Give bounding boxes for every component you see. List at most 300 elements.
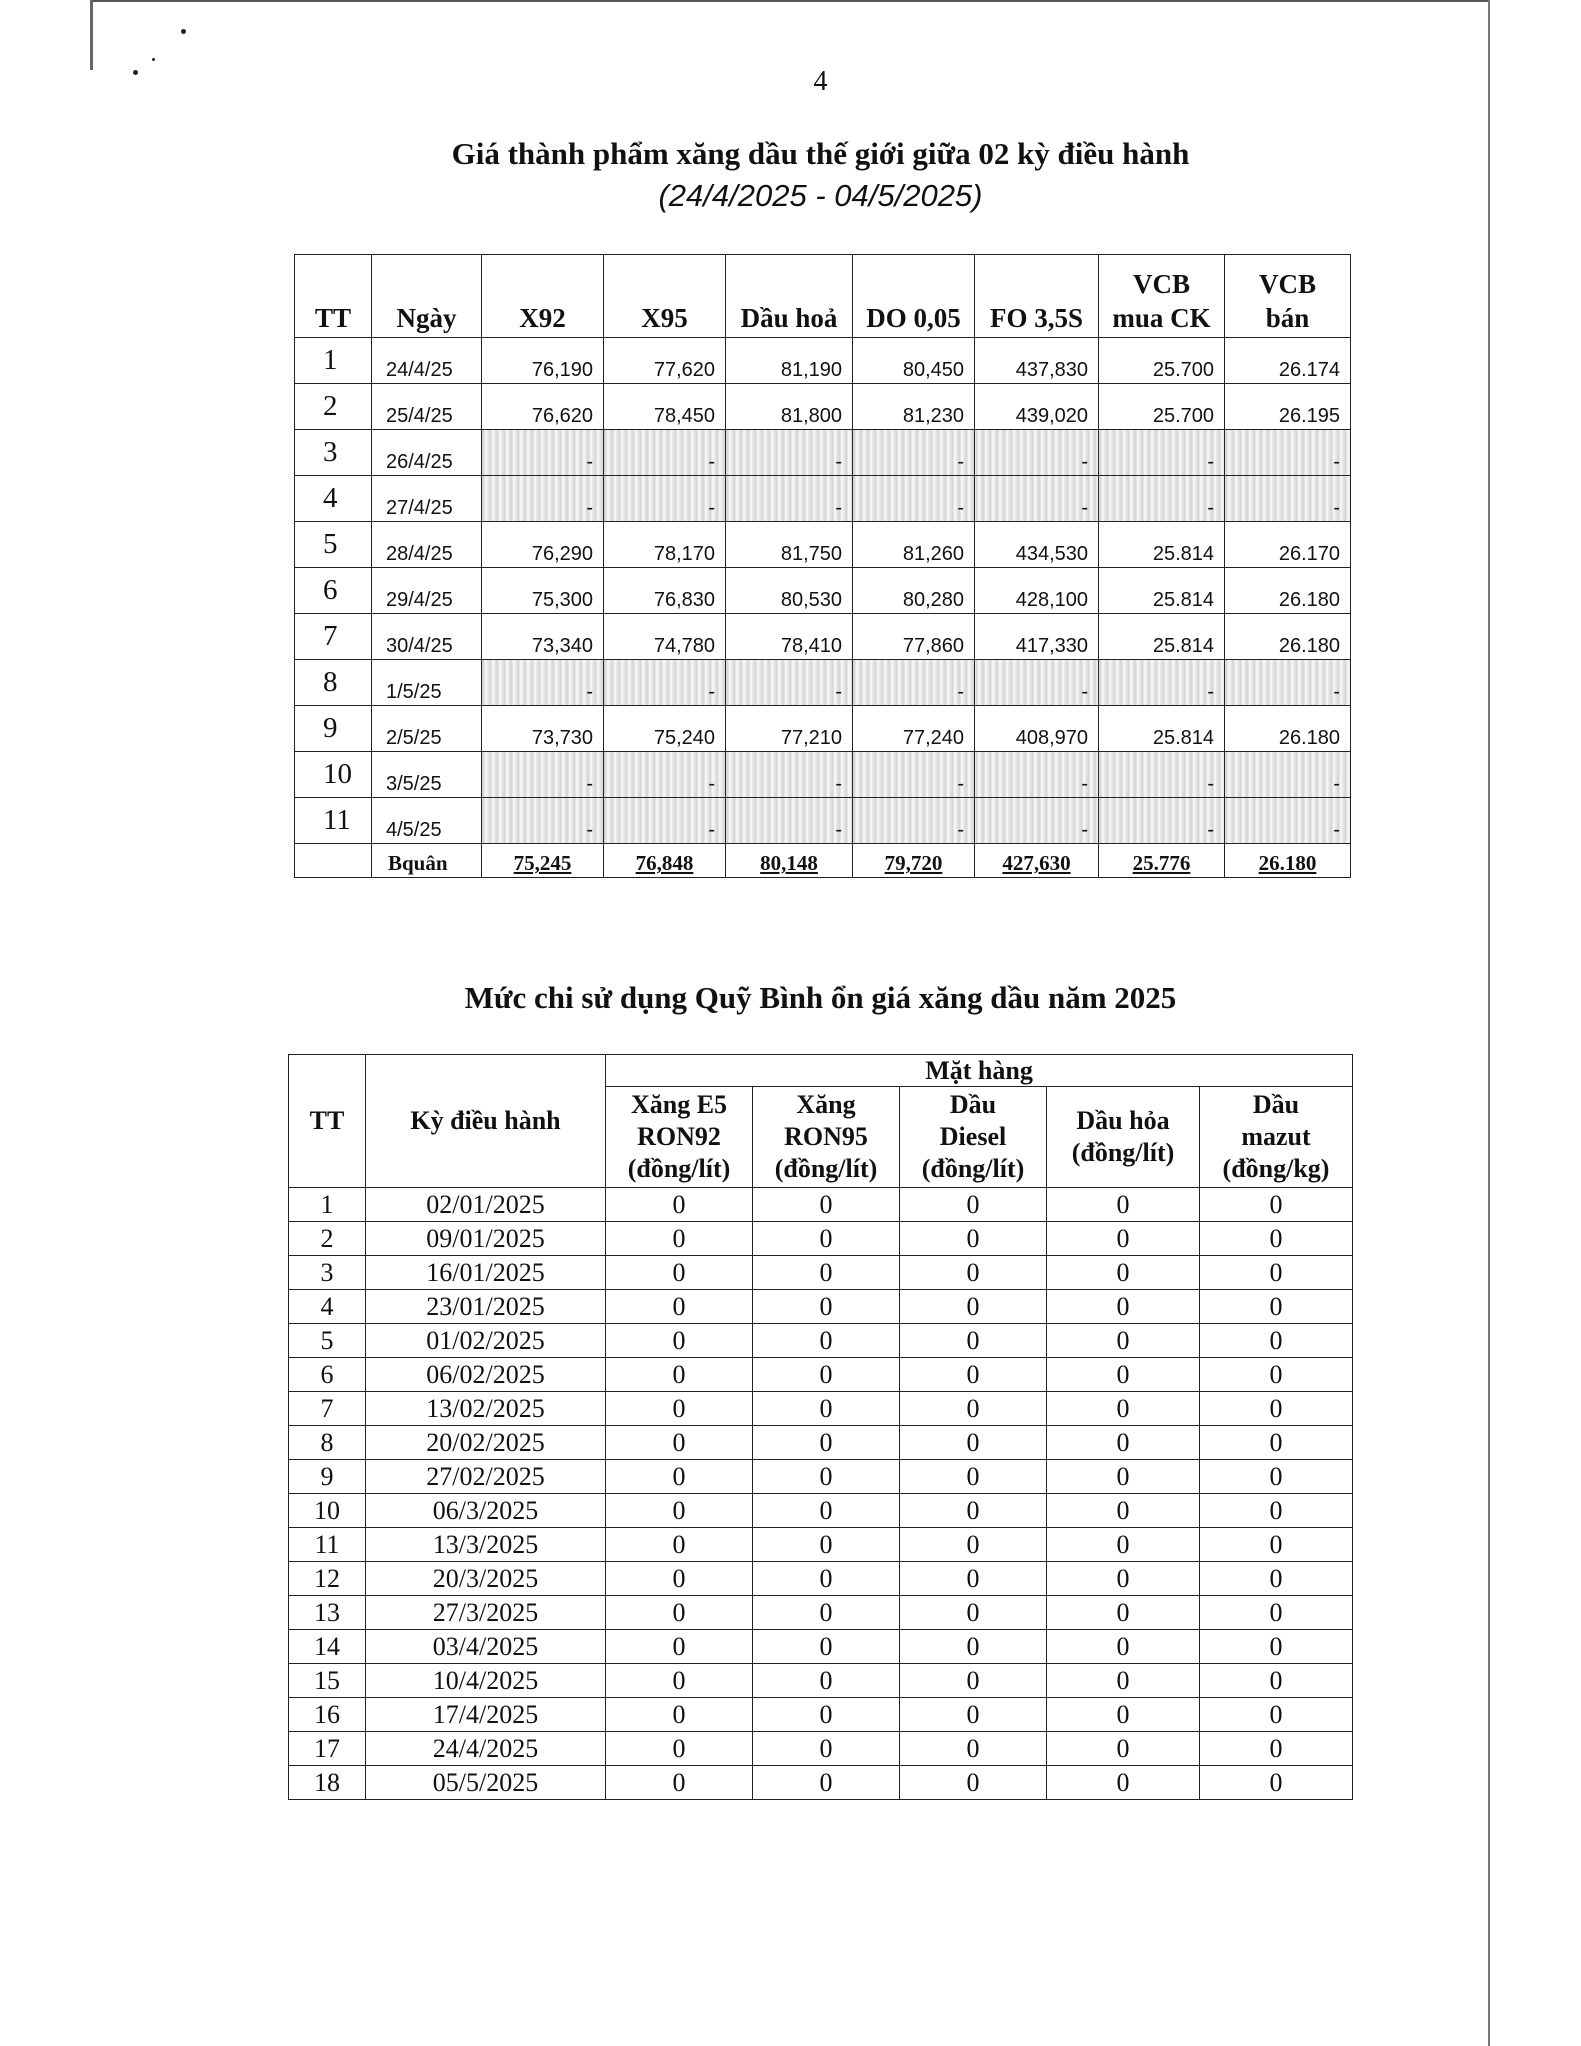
fund-cell-period: 23/01/2025 <box>366 1290 606 1324</box>
fund-cell-period: 20/02/2025 <box>366 1426 606 1460</box>
fund-cell-ron95: 0 <box>753 1766 900 1800</box>
cell-vcb-buy: 25.814 <box>1099 568 1225 614</box>
scan-edge-left <box>90 0 93 70</box>
fund-header-diesel <box>900 1087 1047 1188</box>
cell-vcb-buy: 25.814 <box>1099 614 1225 660</box>
fund-cell-e5: 0 <box>606 1460 753 1494</box>
fund-cell-diesel: 0 <box>900 1188 1047 1222</box>
fund-cell-period: 17/4/2025 <box>366 1698 606 1732</box>
fund-cell-ron95: 0 <box>753 1324 900 1358</box>
fund-row <box>289 1392 1353 1426</box>
cell-kerosene: - <box>726 798 853 844</box>
header-vcb-sell-line2: bán <box>1265 303 1310 333</box>
fund-cell-kerosene: 0 <box>1047 1664 1200 1698</box>
cell-fo: 434,530 <box>975 522 1099 568</box>
fund-cell-diesel: 0 <box>900 1358 1047 1392</box>
fund-cell-diesel: 0 <box>900 1698 1047 1732</box>
price-row <box>295 706 1351 752</box>
fund-cell-period: 10/4/2025 <box>366 1664 606 1698</box>
cell-kerosene: - <box>726 430 853 476</box>
cell-vcb-sell: 26.180 <box>1225 706 1351 752</box>
row-tt: 3 <box>295 430 372 476</box>
fund-cell-e5: 0 <box>606 1630 753 1664</box>
fund-cell-ron95: 0 <box>753 1630 900 1664</box>
cell-do: - <box>853 752 975 798</box>
fund-cell-tt: 4 <box>289 1290 366 1324</box>
cell-x95: - <box>604 476 726 522</box>
cell-vcb-buy: 25.814 <box>1099 706 1225 752</box>
fund-cell-period: 06/3/2025 <box>366 1494 606 1528</box>
header-vcb-sell-line1: VCB <box>1258 269 1316 299</box>
fund-cell-tt: 12 <box>289 1562 366 1596</box>
fund-cell-e5: 0 <box>606 1528 753 1562</box>
row-date: 30/4/25 <box>372 614 482 660</box>
cell-x95: - <box>604 752 726 798</box>
fund-cell-kerosene: 0 <box>1047 1562 1200 1596</box>
fund-cell-kerosene: 0 <box>1047 1426 1200 1460</box>
fund-cell-tt: 11 <box>289 1528 366 1562</box>
average-x95: 76,848 <box>604 844 726 878</box>
fund-cell-e5: 0 <box>606 1562 753 1596</box>
fund-header-ron95 <box>753 1087 900 1188</box>
cell-fo: - <box>975 660 1099 706</box>
fund-cell-mazut: 0 <box>1200 1494 1353 1528</box>
fund-cell-period: 05/5/2025 <box>366 1766 606 1800</box>
fund-cell-diesel: 0 <box>900 1732 1047 1766</box>
price-row <box>295 660 1351 706</box>
cell-fo: - <box>975 476 1099 522</box>
cell-x95: 78,450 <box>604 384 726 430</box>
fund-cell-ron95: 0 <box>753 1596 900 1630</box>
fund-row <box>289 1596 1353 1630</box>
cell-vcb-buy: - <box>1099 752 1225 798</box>
average-fo: 427,630 <box>975 844 1099 878</box>
cell-vcb-sell: 26.195 <box>1225 384 1351 430</box>
cell-fo: 408,970 <box>975 706 1099 752</box>
fund-cell-e5: 0 <box>606 1324 753 1358</box>
cell-do: 81,230 <box>853 384 975 430</box>
fund-cell-period: 16/01/2025 <box>366 1256 606 1290</box>
fund-cell-ron95: 0 <box>753 1664 900 1698</box>
fund-cell-ron95: 0 <box>753 1698 900 1732</box>
cell-vcb-sell: - <box>1225 476 1351 522</box>
fund-row <box>289 1562 1353 1596</box>
fund-header-e5-line1: Xăng E5 <box>630 1090 728 1119</box>
fund-cell-mazut: 0 <box>1200 1732 1353 1766</box>
cell-vcb-buy: - <box>1099 798 1225 844</box>
fund-cell-mazut: 0 <box>1200 1188 1353 1222</box>
row-tt: 5 <box>295 522 372 568</box>
fund-cell-diesel: 0 <box>900 1460 1047 1494</box>
fund-cell-e5: 0 <box>606 1392 753 1426</box>
fund-cell-tt: 15 <box>289 1664 366 1698</box>
row-date: 25/4/25 <box>372 384 482 430</box>
price-row <box>295 798 1351 844</box>
cell-fo: - <box>975 430 1099 476</box>
fund-row <box>289 1494 1353 1528</box>
fund-row <box>289 1766 1353 1800</box>
fund-cell-tt: 18 <box>289 1766 366 1800</box>
fund-cell-period: 13/3/2025 <box>366 1528 606 1562</box>
fund-row <box>289 1290 1353 1324</box>
cell-kerosene: - <box>726 476 853 522</box>
price-table-title: Giá thành phẩm xăng dầu thế giới giữa 02 kỳ điều hành <box>451 136 1190 171</box>
fund-cell-tt: 9 <box>289 1460 366 1494</box>
cell-vcb-buy: 25.814 <box>1099 522 1225 568</box>
fund-row <box>289 1222 1353 1256</box>
fund-cell-period: 03/4/2025 <box>366 1630 606 1664</box>
fund-header-e5 <box>606 1087 753 1188</box>
cell-x92: 76,290 <box>482 522 604 568</box>
fund-header-ron95-line2: RON95 <box>784 1122 868 1151</box>
fund-row <box>289 1698 1353 1732</box>
fund-cell-tt: 16 <box>289 1698 366 1732</box>
fund-header-diesel-line1: Dầu <box>949 1090 997 1119</box>
fund-cell-tt: 8 <box>289 1426 366 1460</box>
cell-vcb-buy: 25.700 <box>1099 338 1225 384</box>
fund-header-kerosene-line1: Dầu hỏa <box>1076 1106 1170 1135</box>
fund-header-e5-line3: (đồng/lít) <box>627 1154 731 1183</box>
price-average-row <box>295 844 1351 878</box>
fund-cell-diesel: 0 <box>900 1222 1047 1256</box>
fund-cell-kerosene: 0 <box>1047 1732 1200 1766</box>
average-kerosene: 80,148 <box>726 844 853 878</box>
fund-cell-period: 20/3/2025 <box>366 1562 606 1596</box>
fund-header-mazut-line1: Dầu <box>1252 1090 1300 1119</box>
cell-kerosene: 78,410 <box>726 614 853 660</box>
cell-vcb-sell: 26.180 <box>1225 568 1351 614</box>
cell-x95: 74,780 <box>604 614 726 660</box>
price-row <box>295 522 1351 568</box>
fund-cell-period: 01/02/2025 <box>366 1324 606 1358</box>
fund-cell-ron95: 0 <box>753 1562 900 1596</box>
fund-cell-diesel: 0 <box>900 1494 1047 1528</box>
fund-header-ron95-line3: (đồng/lít) <box>774 1154 878 1183</box>
cell-x95: - <box>604 430 726 476</box>
average-vcb-buy: 25.776 <box>1099 844 1225 878</box>
fund-cell-diesel: 0 <box>900 1528 1047 1562</box>
fund-cell-tt: 14 <box>289 1630 366 1664</box>
fund-cell-kerosene: 0 <box>1047 1358 1200 1392</box>
average-x92: 75,245 <box>482 844 604 878</box>
cell-vcb-sell: 26.170 <box>1225 522 1351 568</box>
average-empty-cell <box>295 844 372 878</box>
cell-do: - <box>853 660 975 706</box>
fund-row <box>289 1664 1353 1698</box>
fund-cell-ron95: 0 <box>753 1392 900 1426</box>
row-tt: 1 <box>295 338 372 384</box>
fund-cell-mazut: 0 <box>1200 1528 1353 1562</box>
cell-vcb-sell: - <box>1225 430 1351 476</box>
fund-cell-tt: 3 <box>289 1256 366 1290</box>
fund-header-diesel-line3: (đồng/lít) <box>921 1154 1025 1183</box>
header-vcb-buy-line1: VCB <box>1132 269 1190 299</box>
cell-fo: 428,100 <box>975 568 1099 614</box>
price-row <box>295 476 1351 522</box>
cell-kerosene: 81,800 <box>726 384 853 430</box>
cell-fo: 439,020 <box>975 384 1099 430</box>
header-vcb-sell <box>1225 255 1351 338</box>
row-tt: 10 <box>295 752 372 798</box>
cell-x92: 73,730 <box>482 706 604 752</box>
fund-cell-e5: 0 <box>606 1698 753 1732</box>
fund-header-kerosene <box>1047 1087 1200 1188</box>
cell-vcb-buy: - <box>1099 660 1225 706</box>
cell-vcb-sell: - <box>1225 752 1351 798</box>
fund-cell-kerosene: 0 <box>1047 1596 1200 1630</box>
fund-cell-tt: 10 <box>289 1494 366 1528</box>
fund-header-kerosene-line2: (đồng/lít) <box>1071 1138 1175 1167</box>
cell-x92: - <box>482 476 604 522</box>
fund-cell-diesel: 0 <box>900 1562 1047 1596</box>
fund-cell-period: 27/3/2025 <box>366 1596 606 1630</box>
average-vcb-sell: 26.180 <box>1225 844 1351 878</box>
header-tt: TT <box>295 255 372 338</box>
fund-cell-ron95: 0 <box>753 1528 900 1562</box>
fund-cell-ron95: 0 <box>753 1222 900 1256</box>
fund-cell-period: 13/02/2025 <box>366 1392 606 1426</box>
fund-cell-ron95: 0 <box>753 1732 900 1766</box>
fund-cell-kerosene: 0 <box>1047 1222 1200 1256</box>
fund-cell-e5: 0 <box>606 1188 753 1222</box>
cell-x92: - <box>482 752 604 798</box>
cell-vcb-sell: - <box>1225 798 1351 844</box>
cell-x95: 75,240 <box>604 706 726 752</box>
fund-header-diesel-line2: Diesel <box>939 1122 1007 1151</box>
row-tt: 6 <box>295 568 372 614</box>
header-date: Ngày <box>372 255 482 338</box>
fund-table-title: Mức chi sử dụng Quỹ Bình ổn giá xăng dầu năm 2025 <box>464 980 1177 1015</box>
fund-cell-e5: 0 <box>606 1766 753 1800</box>
fund-cell-kerosene: 0 <box>1047 1494 1200 1528</box>
fund-cell-diesel: 0 <box>900 1290 1047 1324</box>
fund-header-mazut-line2: mazut <box>1241 1122 1311 1151</box>
cell-x92: 76,620 <box>482 384 604 430</box>
fund-cell-kerosene: 0 <box>1047 1324 1200 1358</box>
fund-cell-diesel: 0 <box>900 1426 1047 1460</box>
fund-cell-diesel: 0 <box>900 1324 1047 1358</box>
fund-cell-kerosene: 0 <box>1047 1188 1200 1222</box>
price-row <box>295 384 1351 430</box>
fund-row <box>289 1256 1353 1290</box>
cell-vcb-sell: 26.174 <box>1225 338 1351 384</box>
fund-cell-diesel: 0 <box>900 1596 1047 1630</box>
fund-row <box>289 1630 1353 1664</box>
row-tt: 9 <box>295 706 372 752</box>
row-date: 3/5/25 <box>372 752 482 798</box>
fund-header-e5-line2: RON92 <box>637 1122 721 1151</box>
fund-cell-diesel: 0 <box>900 1630 1047 1664</box>
cell-fo: - <box>975 752 1099 798</box>
row-date: 29/4/25 <box>372 568 482 614</box>
cell-fo: - <box>975 798 1099 844</box>
fund-cell-mazut: 0 <box>1200 1358 1353 1392</box>
cell-vcb-buy: 25.700 <box>1099 384 1225 430</box>
fund-cell-mazut: 0 <box>1200 1324 1353 1358</box>
header-x95: X95 <box>604 255 726 338</box>
cell-vcb-sell: - <box>1225 660 1351 706</box>
fund-cell-kerosene: 0 <box>1047 1698 1200 1732</box>
fund-cell-diesel: 0 <box>900 1392 1047 1426</box>
fund-cell-e5: 0 <box>606 1256 753 1290</box>
fund-cell-kerosene: 0 <box>1047 1766 1200 1800</box>
price-row <box>295 568 1351 614</box>
row-date: 1/5/25 <box>372 660 482 706</box>
fund-row <box>289 1460 1353 1494</box>
fund-cell-period: 09/01/2025 <box>366 1222 606 1256</box>
cell-kerosene: 81,190 <box>726 338 853 384</box>
cell-do: - <box>853 430 975 476</box>
price-row <box>295 338 1351 384</box>
fund-cell-ron95: 0 <box>753 1426 900 1460</box>
cell-do: 80,450 <box>853 338 975 384</box>
header-fo: FO 3,5S <box>975 255 1099 338</box>
fund-header-ron95-line1: Xăng <box>796 1090 856 1119</box>
cell-kerosene: 81,750 <box>726 522 853 568</box>
row-tt: 11 <box>295 798 372 844</box>
fund-cell-tt: 2 <box>289 1222 366 1256</box>
fund-cell-mazut: 0 <box>1200 1290 1353 1324</box>
fund-cell-tt: 7 <box>289 1392 366 1426</box>
fund-cell-e5: 0 <box>606 1664 753 1698</box>
fund-cell-kerosene: 0 <box>1047 1290 1200 1324</box>
cell-do: 77,860 <box>853 614 975 660</box>
fund-header-mazut <box>1200 1087 1353 1188</box>
fund-cell-e5: 0 <box>606 1494 753 1528</box>
cell-x95: - <box>604 660 726 706</box>
fund-cell-ron95: 0 <box>753 1290 900 1324</box>
fund-cell-diesel: 0 <box>900 1664 1047 1698</box>
price-row <box>295 752 1351 798</box>
cell-vcb-buy: - <box>1099 430 1225 476</box>
fund-cell-e5: 0 <box>606 1596 753 1630</box>
fund-cell-e5: 0 <box>606 1732 753 1766</box>
cell-do: 80,280 <box>853 568 975 614</box>
fund-cell-period: 06/02/2025 <box>366 1358 606 1392</box>
fund-row <box>289 1324 1353 1358</box>
cell-do: 77,240 <box>853 706 975 752</box>
fund-cell-tt: 5 <box>289 1324 366 1358</box>
cell-do: - <box>853 798 975 844</box>
fund-row <box>289 1732 1353 1766</box>
average-label: Bquân <box>372 844 482 878</box>
fund-cell-tt: 17 <box>289 1732 366 1766</box>
price-row <box>295 430 1351 476</box>
fund-cell-mazut: 0 <box>1200 1256 1353 1290</box>
average-do: 79,720 <box>853 844 975 878</box>
cell-x95: 78,170 <box>604 522 726 568</box>
scan-edge-right <box>1488 0 1490 2046</box>
cell-x92: - <box>482 430 604 476</box>
stabilization-fund-table <box>288 1054 1353 1800</box>
cell-kerosene: 80,530 <box>726 568 853 614</box>
row-date: 4/5/25 <box>372 798 482 844</box>
row-tt: 7 <box>295 614 372 660</box>
fund-cell-mazut: 0 <box>1200 1392 1353 1426</box>
fund-cell-period: 02/01/2025 <box>366 1188 606 1222</box>
fund-cell-mazut: 0 <box>1200 1766 1353 1800</box>
cell-x95: 76,830 <box>604 568 726 614</box>
cell-fo: 437,830 <box>975 338 1099 384</box>
cell-fo: 417,330 <box>975 614 1099 660</box>
fund-cell-tt: 6 <box>289 1358 366 1392</box>
fund-cell-e5: 0 <box>606 1358 753 1392</box>
fund-cell-kerosene: 0 <box>1047 1528 1200 1562</box>
fund-cell-ron95: 0 <box>753 1256 900 1290</box>
row-tt: 2 <box>295 384 372 430</box>
cell-do: 81,260 <box>853 522 975 568</box>
fund-cell-mazut: 0 <box>1200 1562 1353 1596</box>
fund-header-period: Kỳ điều hành <box>366 1055 606 1188</box>
fund-cell-diesel: 0 <box>900 1256 1047 1290</box>
fund-cell-tt: 1 <box>289 1188 366 1222</box>
header-vcb-buy-line2: mua CK <box>1112 303 1211 333</box>
row-tt: 8 <box>295 660 372 706</box>
fund-cell-period: 27/02/2025 <box>366 1460 606 1494</box>
row-date: 26/4/25 <box>372 430 482 476</box>
world-price-table <box>294 254 1351 878</box>
fund-cell-tt: 13 <box>289 1596 366 1630</box>
cell-vcb-sell: 26.180 <box>1225 614 1351 660</box>
fund-cell-e5: 0 <box>606 1222 753 1256</box>
fund-header-mazut-line3: (đồng/kg) <box>1222 1154 1330 1183</box>
fund-cell-kerosene: 0 <box>1047 1630 1200 1664</box>
fund-cell-mazut: 0 <box>1200 1664 1353 1698</box>
row-date: 27/4/25 <box>372 476 482 522</box>
fund-row <box>289 1358 1353 1392</box>
fund-row <box>289 1426 1353 1460</box>
header-kerosene: Dầu hoả <box>726 255 853 338</box>
cell-kerosene: - <box>726 660 853 706</box>
cell-x95: 77,620 <box>604 338 726 384</box>
fund-cell-ron95: 0 <box>753 1494 900 1528</box>
cell-x92: - <box>482 798 604 844</box>
cell-kerosene: 77,210 <box>726 706 853 752</box>
fund-cell-mazut: 0 <box>1200 1222 1353 1256</box>
fund-row <box>289 1528 1353 1562</box>
cell-x92: - <box>482 660 604 706</box>
fund-cell-mazut: 0 <box>1200 1460 1353 1494</box>
cell-x95: - <box>604 798 726 844</box>
fund-header-group: Mặt hàng <box>606 1055 1353 1087</box>
fund-header-tt: TT <box>289 1055 366 1188</box>
page-number: 4 <box>813 66 828 97</box>
scan-edge-top <box>90 0 1490 2</box>
cell-kerosene: - <box>726 752 853 798</box>
cell-vcb-buy: - <box>1099 476 1225 522</box>
header-x92: X92 <box>482 255 604 338</box>
fund-cell-mazut: 0 <box>1200 1698 1353 1732</box>
cell-do: - <box>853 476 975 522</box>
fund-cell-diesel: 0 <box>900 1766 1047 1800</box>
fund-cell-kerosene: 0 <box>1047 1392 1200 1426</box>
fund-cell-e5: 0 <box>606 1290 753 1324</box>
cell-x92: 73,340 <box>482 614 604 660</box>
fund-cell-ron95: 0 <box>753 1188 900 1222</box>
row-tt: 4 <box>295 476 372 522</box>
fund-cell-kerosene: 0 <box>1047 1460 1200 1494</box>
fund-header-row-1 <box>289 1055 1353 1087</box>
fund-cell-ron95: 0 <box>753 1460 900 1494</box>
price-table-subtitle: (24/4/2025 - 04/5/2025) <box>658 178 983 213</box>
cell-x92: 75,300 <box>482 568 604 614</box>
scan-speck <box>152 58 155 61</box>
fund-cell-period: 24/4/2025 <box>366 1732 606 1766</box>
header-vcb-buy <box>1099 255 1225 338</box>
fund-row <box>289 1188 1353 1222</box>
row-date: 24/4/25 <box>372 338 482 384</box>
row-date: 2/5/25 <box>372 706 482 752</box>
